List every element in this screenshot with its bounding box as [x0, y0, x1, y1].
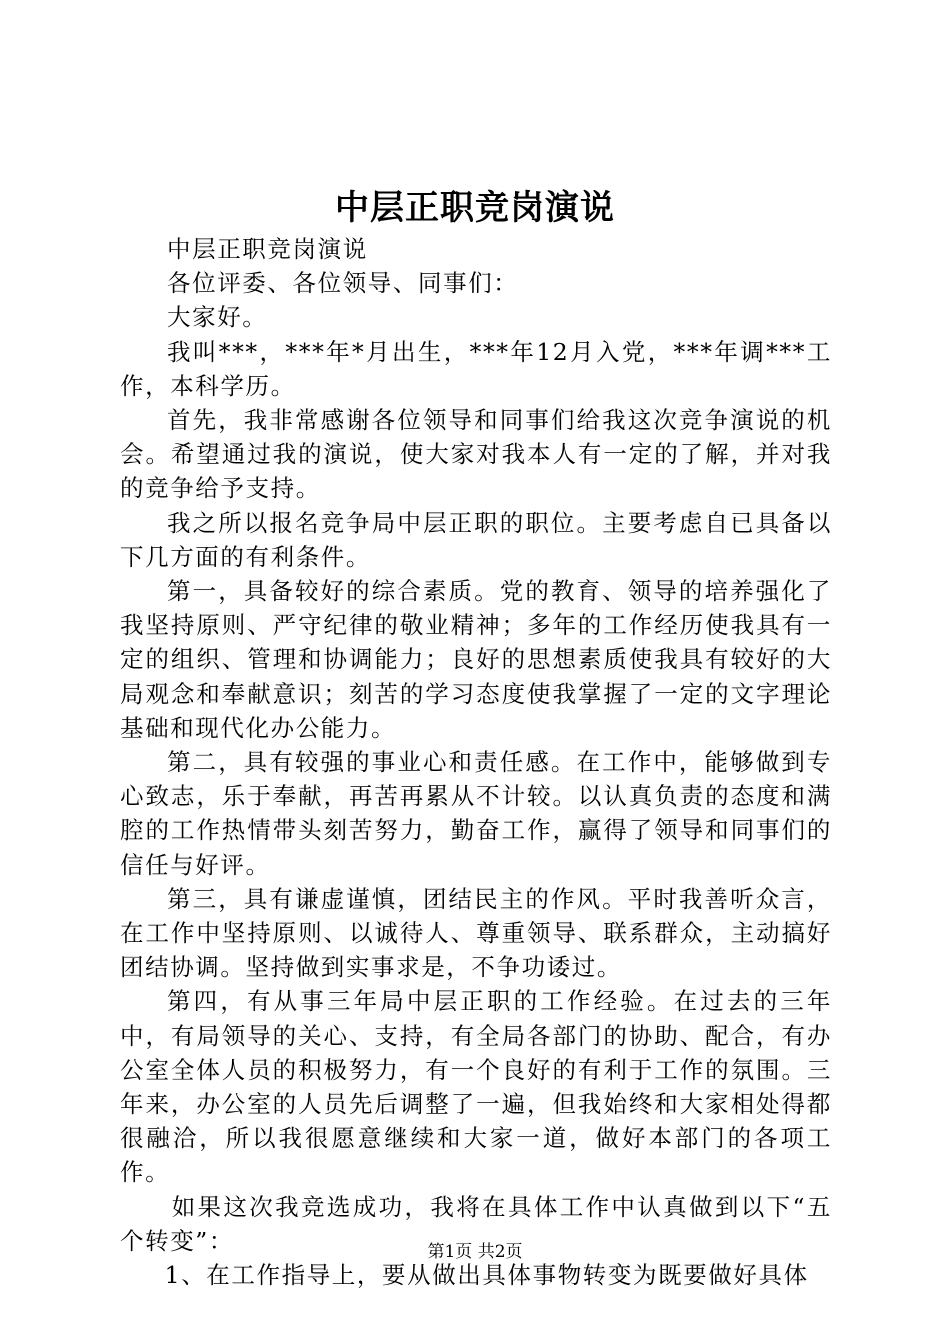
paragraph-thanks: 首先，我非常感谢各位领导和同事们给我这次竞争演说的机会。希望通过我的演说，使大家对我本人有一定的了解，并对我的竞争给予支持。 — [120, 406, 832, 503]
paragraph-introduction: 我叫***，***年*月出生，***年12月入党，***年调***工作，本科学历。 — [120, 337, 832, 400]
paragraph-point-two: 第二，具有较强的事业心和责任感。在工作中，能够做到专心致志，乐于奉献，再苦再累从不计较。以认真负责的态度和满腔的工作热情带头刻苦努力，勤奋工作，赢得了领导和同事们的信任与好评。 — [120, 748, 832, 879]
paragraph-change-one: 1、在工作指导上，要从做出具体事物转变为既要做好具体 — [164, 1261, 809, 1290]
paragraph-subtitle: 中层正职竞岗演说 — [167, 235, 368, 263]
document-title: 中层正职竞岗演说 — [335, 188, 615, 228]
paragraph-point-four: 第四，有从事三年局中层正职的工作经验。在过去的三年中，有局领导的关心、支持，有全局各部门的协助、配合，有办公室全体人员的积极努力，有一个良好的有利于工作的氛围。三年来，办公室的人员先后调整了一遍，但我始终和大家相处得都很融洽，所以我很愿意继续和大家一道，做好本部门的各项工作。 — [120, 987, 832, 1187]
paragraph-five-changes: 如果这次我竞选成功，我将在具体工作中认真做到以下“五个转变”： — [120, 1192, 832, 1255]
paragraph-greeting: 大家好。 — [167, 303, 268, 332]
paragraph-reason: 我之所以报名竞争局中层正职的职位。主要考虑自已具备以下几方面的有利条件。 — [120, 508, 832, 571]
document-body — [120, 232, 832, 1292]
page-footer: 第1页 共2页 — [427, 1242, 523, 1262]
paragraph-salutation: 各位评委、各位领导、同事们： — [167, 269, 519, 298]
paragraph-point-three: 第三，具有谦虚谨慎，团结民主的作风。平时我善听众言，在工作中坚持原则、以诚待人、尊重领导、联系群众，主动搞好团结协调。坚持做到实事求是，不争功诿过。 — [120, 884, 832, 982]
paragraph-point-one: 第一，具备较好的综合素质。党的教育、领导的培养强化了我坚持原则、严守纪律的敬业精神；多年的工作经历使我具有一定的组织、管理和协调能力；良好的思想素质使我具有较好的大局观念和奉献意识；刻苦的学习态度使我掌握了一定的文字理论基础和现代化办公能力。 — [120, 577, 832, 742]
